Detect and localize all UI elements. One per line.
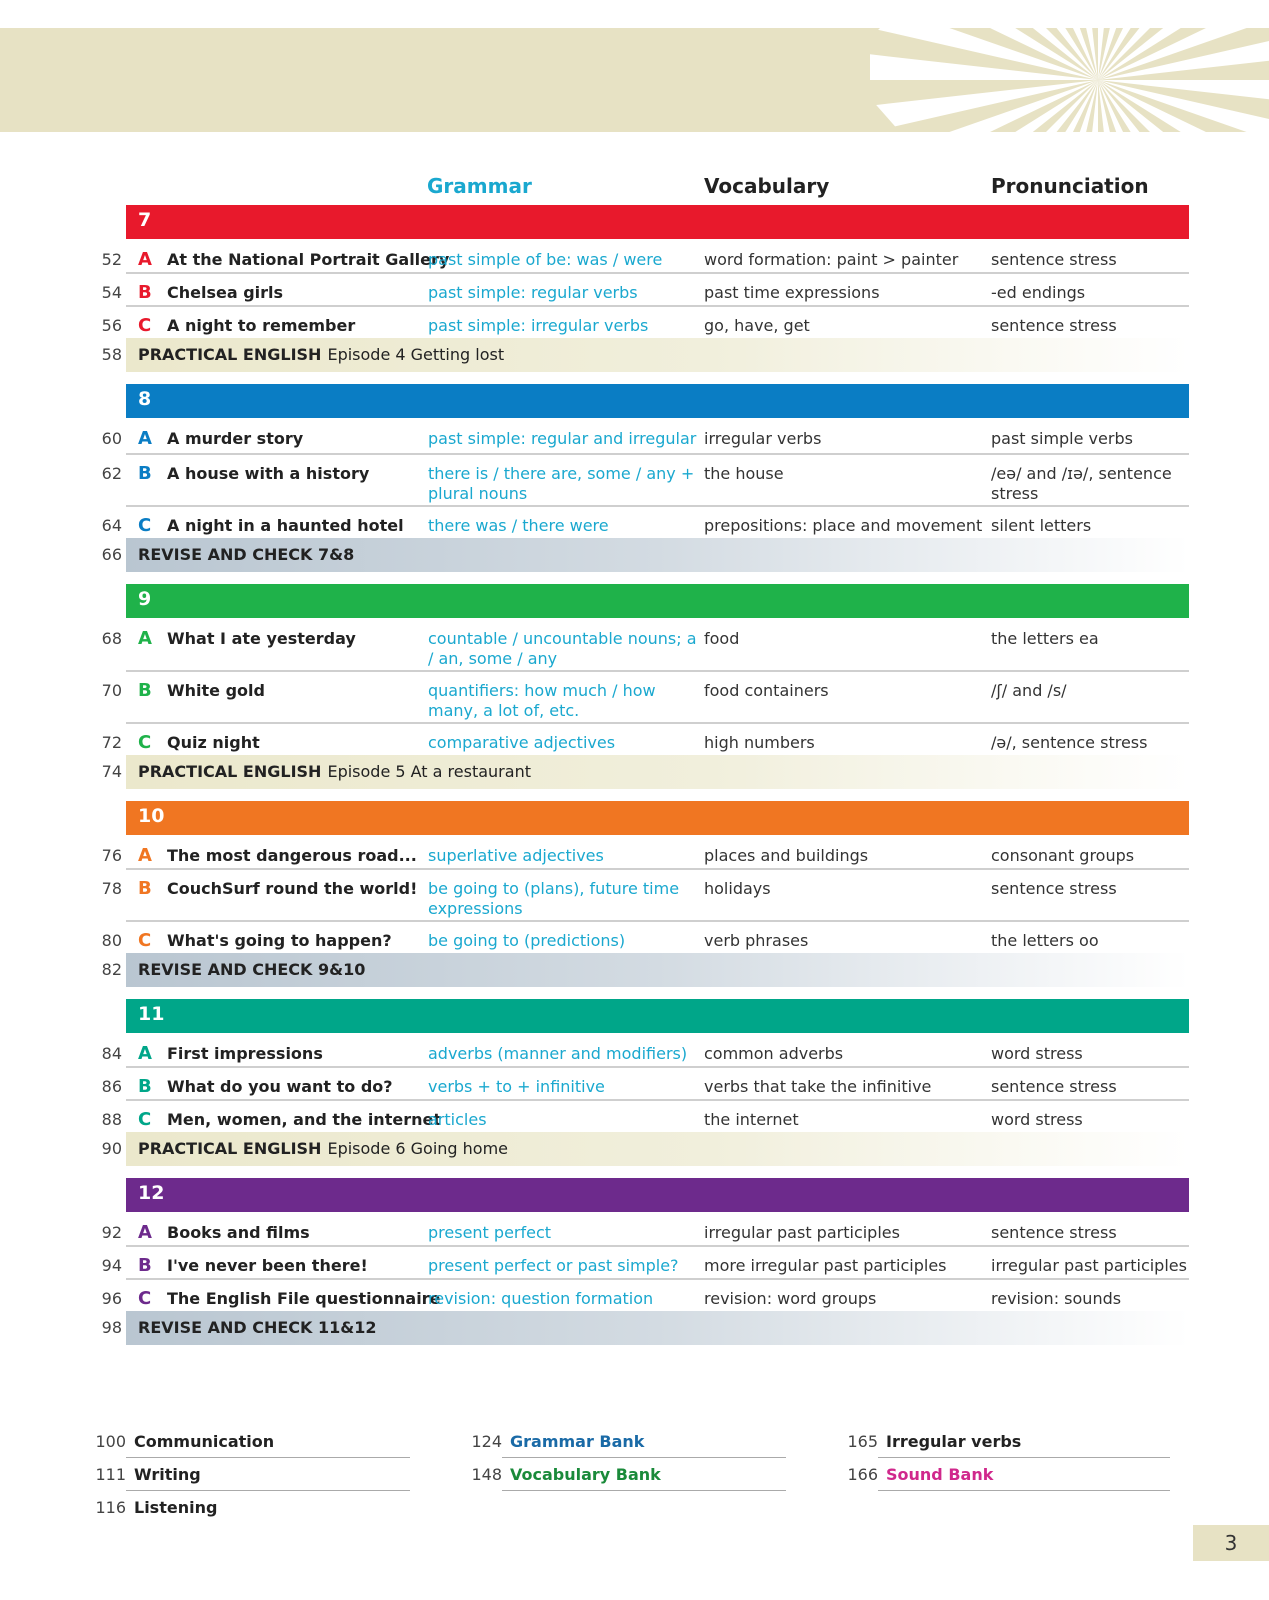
lesson-row[interactable] bbox=[0, 505, 1269, 538]
lesson-pronunciation: word stress bbox=[991, 1110, 1083, 1129]
lesson-letter: C bbox=[138, 1288, 152, 1309]
lesson-page-number: 92 bbox=[101, 1223, 122, 1242]
lesson-vocabulary: irregular past participles bbox=[704, 1223, 900, 1242]
footer-label bbox=[138, 1318, 377, 1337]
lesson-grammar: there is / there are, some / any + plural nouns bbox=[428, 464, 695, 503]
lesson-row[interactable] bbox=[0, 618, 1269, 670]
lesson-page-number: 64 bbox=[101, 516, 122, 535]
lesson-grammar: be going to (predictions) bbox=[428, 931, 626, 950]
unit-header-12: 12 bbox=[126, 1178, 1189, 1212]
lesson-pronunciation: sentence stress bbox=[991, 1223, 1117, 1242]
lesson-vocabulary: verbs that take the infinitive bbox=[704, 1077, 932, 1096]
revise-check-row[interactable] bbox=[0, 1311, 1269, 1345]
lesson-title: Men, women, and the internet bbox=[167, 1110, 441, 1129]
lesson-pronunciation: /ə/, sentence stress bbox=[991, 733, 1148, 752]
lesson-letter: C bbox=[138, 1109, 152, 1130]
lesson-row[interactable] bbox=[0, 835, 1269, 868]
unit-header-11: 11 bbox=[126, 999, 1189, 1033]
back-matter-item[interactable] bbox=[838, 1428, 1170, 1458]
lesson-pronunciation: the letters ea bbox=[991, 629, 1099, 648]
footer-label-text: REVISE AND CHECK 9&10 bbox=[138, 960, 366, 979]
lesson-title: What I ate yesterday bbox=[167, 629, 356, 648]
column-headers bbox=[0, 174, 1269, 204]
lesson-vocabulary: prepositions: place and movement bbox=[704, 516, 983, 535]
back-matter-divider bbox=[126, 1457, 410, 1459]
lesson-grammar: past simple: regular and irregular bbox=[428, 429, 697, 448]
footer-label-text: PRACTICAL ENGLISH bbox=[138, 345, 322, 364]
back-matter-page: 100 bbox=[95, 1432, 126, 1451]
lesson-letter: C bbox=[138, 315, 152, 336]
lesson-vocabulary: the internet bbox=[704, 1110, 799, 1129]
lesson-title: Books and films bbox=[167, 1223, 310, 1242]
revise-check-row[interactable] bbox=[0, 953, 1269, 987]
footer-label bbox=[138, 545, 354, 564]
lesson-vocabulary: revision: word groups bbox=[704, 1289, 877, 1308]
lesson-pronunciation: -ed endings bbox=[991, 283, 1086, 302]
lesson-row[interactable] bbox=[0, 1066, 1269, 1099]
sunburst-ray bbox=[601, 80, 1098, 132]
back-matter-divider bbox=[502, 1490, 786, 1492]
footer-page-number: 58 bbox=[101, 345, 122, 364]
lesson-row[interactable] bbox=[0, 1278, 1269, 1311]
lesson-letter: C bbox=[138, 515, 152, 536]
lesson-letter: A bbox=[138, 845, 152, 866]
lesson-pronunciation: sentence stress bbox=[991, 316, 1117, 335]
lesson-pronunciation: silent letters bbox=[991, 516, 1092, 535]
table-of-contents bbox=[0, 205, 1269, 1345]
vocabulary-header: Vocabulary bbox=[704, 174, 830, 198]
back-matter-page: 166 bbox=[847, 1465, 878, 1484]
lesson-grammar: revision: question formation bbox=[428, 1289, 654, 1308]
lesson-page-number: 94 bbox=[101, 1256, 122, 1275]
grammar-header: Grammar bbox=[427, 174, 532, 198]
lesson-pronunciation: consonant groups bbox=[991, 846, 1135, 865]
lesson-title: The English File questionnaire bbox=[167, 1289, 441, 1308]
lesson-page-number: 62 bbox=[101, 464, 122, 483]
back-matter-item[interactable] bbox=[838, 1461, 1170, 1491]
lesson-grammar: quantifiers: how much / how many, a lot of, etc. bbox=[428, 681, 656, 720]
unit-header-10: 10 bbox=[126, 801, 1189, 835]
back-matter-label: Listening bbox=[134, 1498, 218, 1517]
back-matter-divider bbox=[878, 1490, 1170, 1492]
footer-label bbox=[138, 960, 365, 979]
lesson-title: A night in a haunted hotel bbox=[167, 516, 404, 535]
lesson-row[interactable] bbox=[0, 920, 1269, 953]
revise-check-row[interactable] bbox=[0, 538, 1269, 572]
lesson-page-number: 52 bbox=[101, 250, 122, 269]
unit-header-8: 8 bbox=[126, 384, 1189, 418]
lesson-page-number: 56 bbox=[101, 316, 122, 335]
lesson-pronunciation: /ʃ/ and /s/ bbox=[991, 681, 1067, 700]
lesson-pronunciation: the letters oo bbox=[991, 931, 1099, 950]
lesson-letter: B bbox=[138, 1255, 152, 1276]
lesson-grammar: past simple: irregular verbs bbox=[428, 316, 649, 335]
footer-label-text: REVISE AND CHECK 11&12 bbox=[138, 1318, 377, 1337]
lesson-letter: A bbox=[138, 249, 152, 270]
lesson-row[interactable] bbox=[0, 1245, 1269, 1278]
lesson-title: I've never been there! bbox=[167, 1256, 368, 1275]
back-matter-divider bbox=[126, 1490, 410, 1492]
lesson-vocabulary: places and buildings bbox=[704, 846, 869, 865]
lesson-row[interactable] bbox=[0, 1033, 1269, 1066]
footer-page-number: 74 bbox=[101, 762, 122, 781]
footer-label bbox=[138, 345, 504, 364]
lesson-page-number: 60 bbox=[101, 429, 122, 448]
lesson-grammar: present perfect or past simple? bbox=[428, 1256, 679, 1275]
back-matter-label: Grammar Bank bbox=[510, 1432, 645, 1451]
lesson-title: A murder story bbox=[167, 429, 304, 448]
back-matter-item[interactable] bbox=[86, 1428, 410, 1458]
back-matter-label: Irregular verbs bbox=[886, 1432, 1022, 1451]
lesson-grammar: there was / there were bbox=[428, 516, 609, 535]
lesson-page-number: 68 bbox=[101, 629, 122, 648]
back-matter-label: Sound Bank bbox=[886, 1465, 994, 1484]
lesson-page-number: 54 bbox=[101, 283, 122, 302]
lesson-title: At the National Portrait Gallery bbox=[167, 250, 450, 269]
practical-english-row[interactable] bbox=[0, 1132, 1269, 1166]
back-matter-page: 124 bbox=[471, 1432, 502, 1451]
lesson-row[interactable] bbox=[0, 722, 1269, 755]
lesson-page-number: 84 bbox=[101, 1044, 122, 1063]
lesson-vocabulary: high numbers bbox=[704, 733, 815, 752]
lesson-title: The most dangerous road... bbox=[167, 846, 417, 865]
lesson-letter: C bbox=[138, 930, 152, 951]
lesson-vocabulary: food bbox=[704, 629, 740, 648]
lesson-pronunciation: word stress bbox=[991, 1044, 1083, 1063]
lesson-title: White gold bbox=[167, 681, 265, 700]
back-matter-label: Writing bbox=[134, 1465, 201, 1484]
footer-page-number: 66 bbox=[101, 545, 122, 564]
lesson-pronunciation: irregular past participles bbox=[991, 1256, 1187, 1275]
lesson-pronunciation: sentence stress bbox=[991, 1077, 1117, 1096]
lesson-letter: B bbox=[138, 463, 152, 484]
lesson-vocabulary: verb phrases bbox=[704, 931, 809, 950]
lesson-page-number: 72 bbox=[101, 733, 122, 752]
lesson-vocabulary: past time expressions bbox=[704, 283, 880, 302]
practical-english-row[interactable] bbox=[0, 338, 1269, 372]
lesson-title: A house with a history bbox=[167, 464, 370, 483]
back-matter-page: 165 bbox=[847, 1432, 878, 1451]
lesson-row[interactable] bbox=[0, 670, 1269, 722]
footer-episode: Episode 6 Going home bbox=[327, 1139, 509, 1158]
footer-label-text: PRACTICAL ENGLISH bbox=[138, 762, 322, 781]
lesson-grammar: verbs + to + infinitive bbox=[428, 1077, 605, 1096]
lesson-letter: B bbox=[138, 282, 152, 303]
lesson-grammar: superlative adjectives bbox=[428, 846, 604, 865]
pronunciation-header: Pronunciation bbox=[991, 174, 1149, 198]
back-matter-divider bbox=[502, 1457, 786, 1459]
footer-page-number: 82 bbox=[101, 960, 122, 979]
lesson-page-number: 88 bbox=[101, 1110, 122, 1129]
page-number: 3 bbox=[1193, 1525, 1269, 1561]
back-matter-label: Vocabulary Bank bbox=[510, 1465, 661, 1484]
lesson-vocabulary: holidays bbox=[704, 879, 771, 898]
footer-episode: Episode 4 Getting lost bbox=[327, 345, 505, 364]
lesson-grammar: countable / uncountable nouns; a / an, some / any bbox=[428, 629, 697, 668]
back-matter-page: 116 bbox=[95, 1498, 126, 1517]
footer-label-text: REVISE AND CHECK 7&8 bbox=[138, 545, 355, 564]
lesson-letter: C bbox=[138, 732, 152, 753]
lesson-letter: B bbox=[138, 878, 152, 899]
lesson-page-number: 78 bbox=[101, 879, 122, 898]
lesson-grammar: present perfect bbox=[428, 1223, 552, 1242]
lesson-page-number: 76 bbox=[101, 846, 122, 865]
footer-page-number: 98 bbox=[101, 1318, 122, 1337]
lesson-vocabulary: more irregular past participles bbox=[704, 1256, 947, 1275]
lesson-pronunciation: revision: sounds bbox=[991, 1289, 1122, 1308]
lesson-row[interactable] bbox=[0, 1099, 1269, 1132]
back-matter-label: Communication bbox=[134, 1432, 275, 1451]
lesson-vocabulary: go, have, get bbox=[704, 316, 810, 335]
unit-header-7: 7 bbox=[126, 205, 1189, 239]
lesson-vocabulary: word formation: paint > painter bbox=[704, 250, 959, 269]
footer-page-number: 90 bbox=[101, 1139, 122, 1158]
lesson-grammar: comparative adjectives bbox=[428, 733, 616, 752]
lesson-page-number: 70 bbox=[101, 681, 122, 700]
practical-english-row[interactable] bbox=[0, 755, 1269, 789]
unit-header-9: 9 bbox=[126, 584, 1189, 618]
lesson-pronunciation: past simple verbs bbox=[991, 429, 1133, 448]
lesson-vocabulary: irregular verbs bbox=[704, 429, 822, 448]
footer-episode: Episode 5 At a restaurant bbox=[327, 762, 531, 781]
lesson-grammar: past simple: regular verbs bbox=[428, 283, 638, 302]
lesson-pronunciation: /eə/ and /ɪə/, sentence stress bbox=[991, 464, 1172, 503]
sunburst-ray bbox=[626, 80, 1098, 132]
lesson-title: First impressions bbox=[167, 1044, 323, 1063]
lesson-page-number: 80 bbox=[101, 931, 122, 950]
lesson-page-number: 96 bbox=[101, 1289, 122, 1308]
lesson-page-number: 86 bbox=[101, 1077, 122, 1096]
lesson-pronunciation: sentence stress bbox=[991, 250, 1117, 269]
header-band bbox=[0, 28, 1269, 132]
footer-label-text: PRACTICAL ENGLISH bbox=[138, 1139, 322, 1158]
lesson-letter: A bbox=[138, 1043, 152, 1064]
lesson-title: What's going to happen? bbox=[167, 931, 392, 950]
lesson-title: CouchSurf round the world! bbox=[167, 879, 418, 898]
lesson-vocabulary: common adverbs bbox=[704, 1044, 844, 1063]
lesson-letter: A bbox=[138, 1222, 152, 1243]
lesson-title: A night to remember bbox=[167, 316, 356, 335]
lesson-grammar: be going to (plans), future time expressions bbox=[428, 879, 680, 918]
lesson-vocabulary: food containers bbox=[704, 681, 829, 700]
lesson-row[interactable] bbox=[0, 272, 1269, 305]
lesson-pronunciation: sentence stress bbox=[991, 879, 1117, 898]
footer-label bbox=[138, 762, 531, 781]
lesson-letter: A bbox=[138, 428, 152, 449]
lesson-letter: B bbox=[138, 1076, 152, 1097]
back-matter-item[interactable] bbox=[86, 1494, 410, 1524]
lesson-row[interactable] bbox=[0, 239, 1269, 272]
lesson-letter: B bbox=[138, 680, 152, 701]
back-matter-item[interactable] bbox=[462, 1461, 786, 1491]
lesson-grammar: past simple of be: was / were bbox=[428, 250, 663, 269]
lesson-row[interactable] bbox=[0, 453, 1269, 505]
lesson-row[interactable] bbox=[0, 305, 1269, 338]
back-matter-item[interactable] bbox=[86, 1461, 410, 1491]
lesson-row[interactable] bbox=[0, 418, 1269, 453]
footer-label bbox=[138, 1139, 508, 1158]
lesson-vocabulary: the house bbox=[704, 464, 784, 483]
lesson-grammar: adverbs (manner and modifiers) bbox=[428, 1044, 688, 1063]
lesson-grammar: articles bbox=[428, 1110, 487, 1129]
back-matter-item[interactable] bbox=[462, 1428, 786, 1458]
back-matter-divider bbox=[878, 1457, 1170, 1459]
lesson-row[interactable] bbox=[0, 868, 1269, 920]
lesson-row[interactable] bbox=[0, 1212, 1269, 1245]
lesson-title: What do you want to do? bbox=[167, 1077, 393, 1096]
lesson-title: Quiz night bbox=[167, 733, 260, 752]
lesson-letter: A bbox=[138, 628, 152, 649]
back-matter-page: 111 bbox=[95, 1465, 126, 1484]
back-matter-page: 148 bbox=[471, 1465, 502, 1484]
lesson-title: Chelsea girls bbox=[167, 283, 284, 302]
sunburst-decoration bbox=[0, 28, 1269, 132]
